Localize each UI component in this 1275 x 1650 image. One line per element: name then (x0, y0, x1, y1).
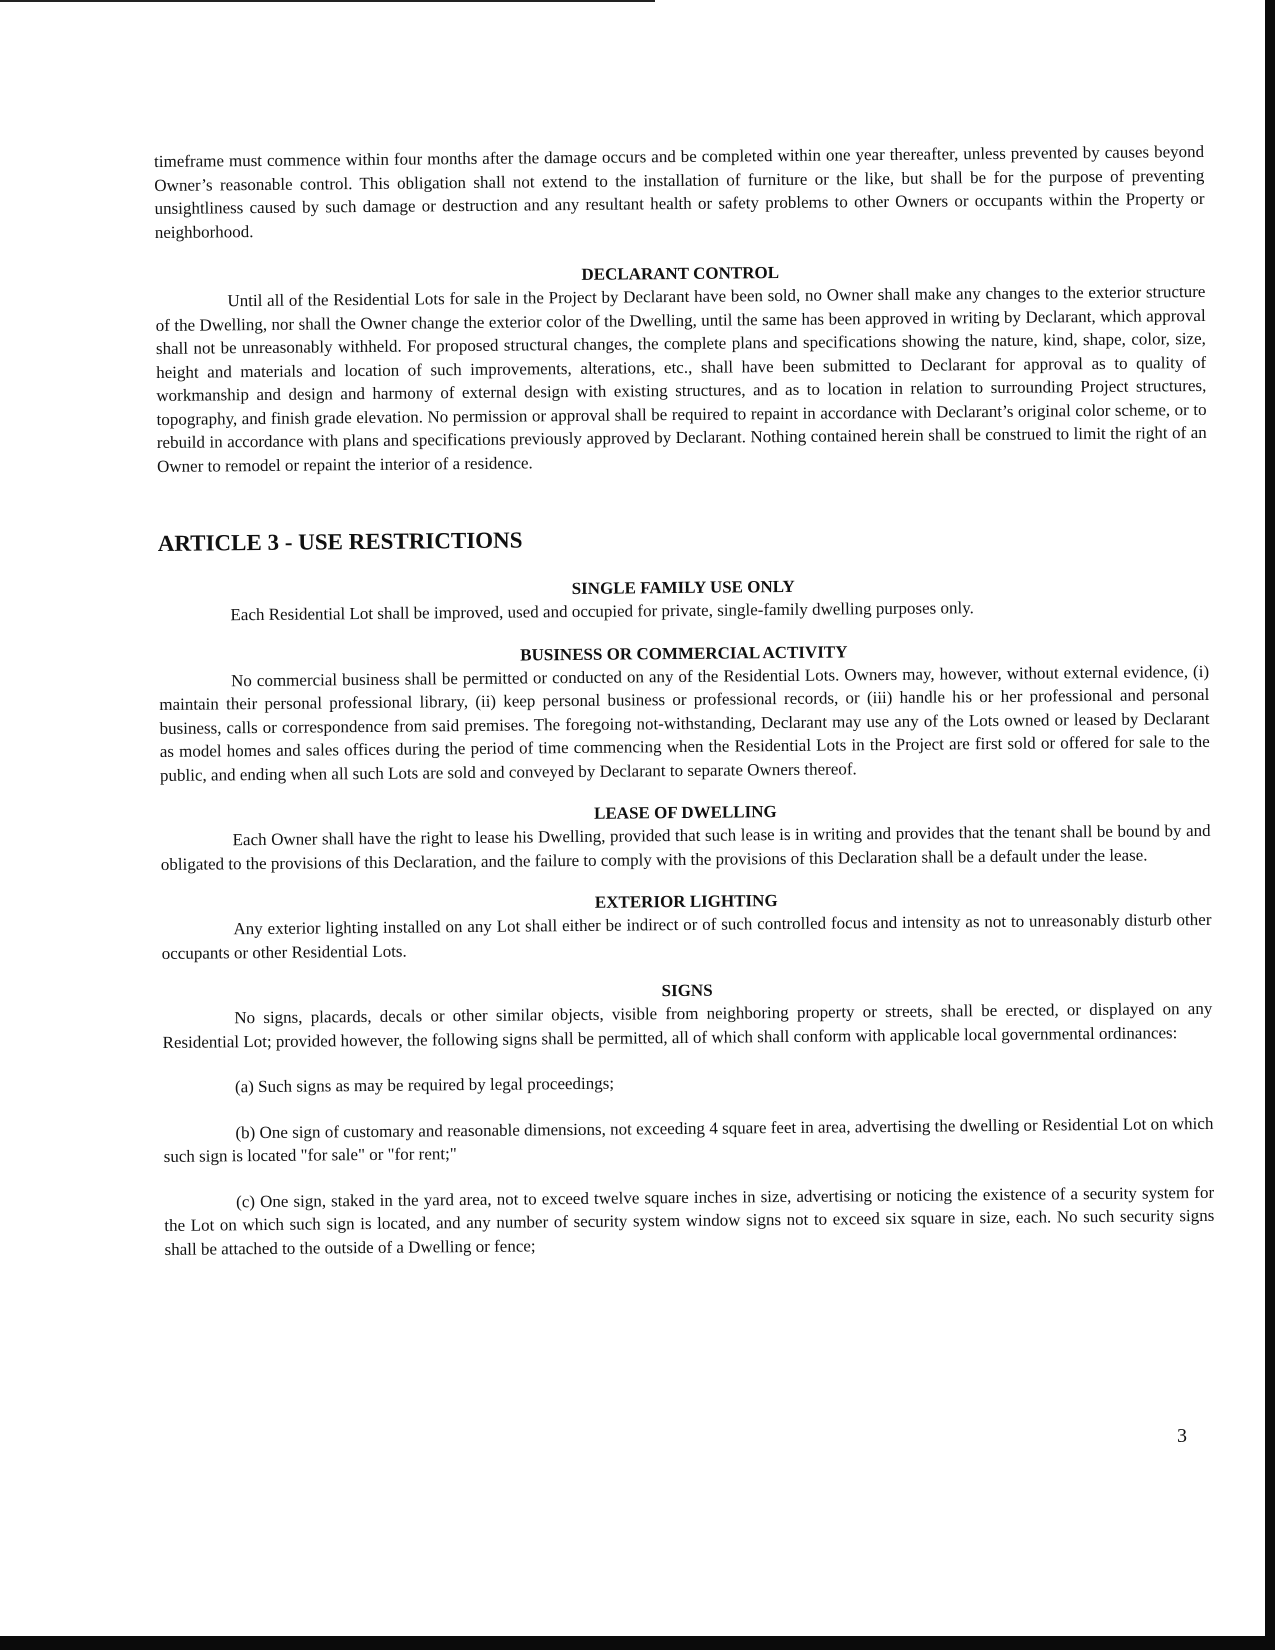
lighting-text: Any exterior lighting installed on any Lot shall either be indirect or of such controlled focus and intensity as not to unreasonably disturb other occupants or other Residential Lots. (161, 909, 1212, 963)
signs-item-c: (c) One sign, staked in the yard area, not to exceed twelve square inches in size, advertising or noticing the existence of a security system for the Lot on which such sign is located, and any number of security system window signs not to exceed six square in size, each. No such security signs shall be attached to the outside of a Dwelling or fence; (164, 1182, 1215, 1259)
scan-edge-top (0, 0, 655, 2)
intro-paragraph: timeframe must commence within four months after the damage occurs and be completed within one year thereafter, unless prevented by causes beyond Owner’s reasonable control. This obligation shall not extend to the installation of furniture or the like, but shall be for the purpose of preventing unsightliness caused by such damage or destruction and any resultant health or safety problems to other Owners or occupants within the Property or neighborhood. (154, 141, 1205, 242)
signs-heading: SIGNS (661, 980, 713, 1001)
lighting-heading: EXTERIOR LIGHTING (594, 891, 778, 912)
signs-item-a: (a) Such signs as may be required by legal proceedings; (234, 1073, 615, 1097)
declarant-control-heading: DECLARANT CONTROL (581, 263, 780, 284)
document-page (154, 140, 1215, 1261)
signs-item-b: (b) One sign of customary and reasonable dimensions, not exceeding 4 square feet in area, advertising the dwelling or Residential Lot on which such sign is located "for sale" or "for rent;" (163, 1113, 1214, 1166)
scan-edge-right (1265, 0, 1275, 1650)
declarant-control-text: Until all of the Residential Lots for sale in the Project by Declarant have been sold, no Owner shall make any changes to the exterior structure of the Dwelling, nor shall the Owner change the exterior color of the Dwelling, until the same has been approved in writing by Declarant, which approval shall not be unreasonably withheld. For proposed structural changes, the complete plans and specifications showing the nature, kind, shape, color, size, height and materials and location of such improvements, alterations, etc., shall have been submitted to Declarant for approval as to quality of workmanship and design and harmony of external design with existing structures, and as to location in relation to surrounding Project structures, topography, and finish grade elevation. No permission or approval shall be required to repaint in accordance with Declarant’s original color scheme, or to rebuild in accordance with plans and specifications previously approved by Declarant. Nothing contained herein shall be construed to limit the right of an Owner to remodel or repaint the interior of a residence. (155, 281, 1207, 476)
lease-text: Each Owner shall have the right to lease his Dwelling, provided that such lease is in writing and provides that the tenant shall be bound by and obligated to the provisions of this Declaration, and the failure to comply with the provisions of this Declaration shall be a default under the lease. (160, 820, 1211, 874)
scan-edge-bottom (0, 1636, 1275, 1650)
single-family-heading: SINGLE FAMILY USE ONLY (571, 576, 795, 599)
lease-heading: LEASE OF DWELLING (593, 802, 777, 823)
page-number: 3 (1177, 1425, 1187, 1447)
business-heading: BUSINESS OR COMMERCIAL ACTIVITY (520, 641, 848, 665)
business-text: No commercial business shall be permitted or conducted on any of the Residential Lots. Owners may, however, without external evidence, (i) maintain their personal professional library, (ii) keep personal business or professional records, or (iii) handle his or her professional and personal business, calls or correspondence from said premises. The foregoing not-withstanding, Declarant may use any of the Lots owned or leased by Declarant as model homes and sales offices during the period of time commencing when the Residential Lots in the Project are first sold or offered for sale to the public, and ending when all such Lots are sold and conveyed by Declarant to separate Owners thereof. (159, 661, 1210, 785)
article-title: ARTICLE 3 - USE RESTRICTIONS (157, 527, 523, 556)
signs-text: No signs, placards, decals or other similar objects, visible from neighboring property or streets, shall be erected, or displayed on any Residential Lot; provided however, the following signs shall be permitted, all of which shall conform with applicable local governmental ordinances: (162, 998, 1213, 1052)
single-family-text: Each Residential Lot shall be improved, used and occupied for private, single-family dwelling purposes only. (230, 598, 974, 625)
